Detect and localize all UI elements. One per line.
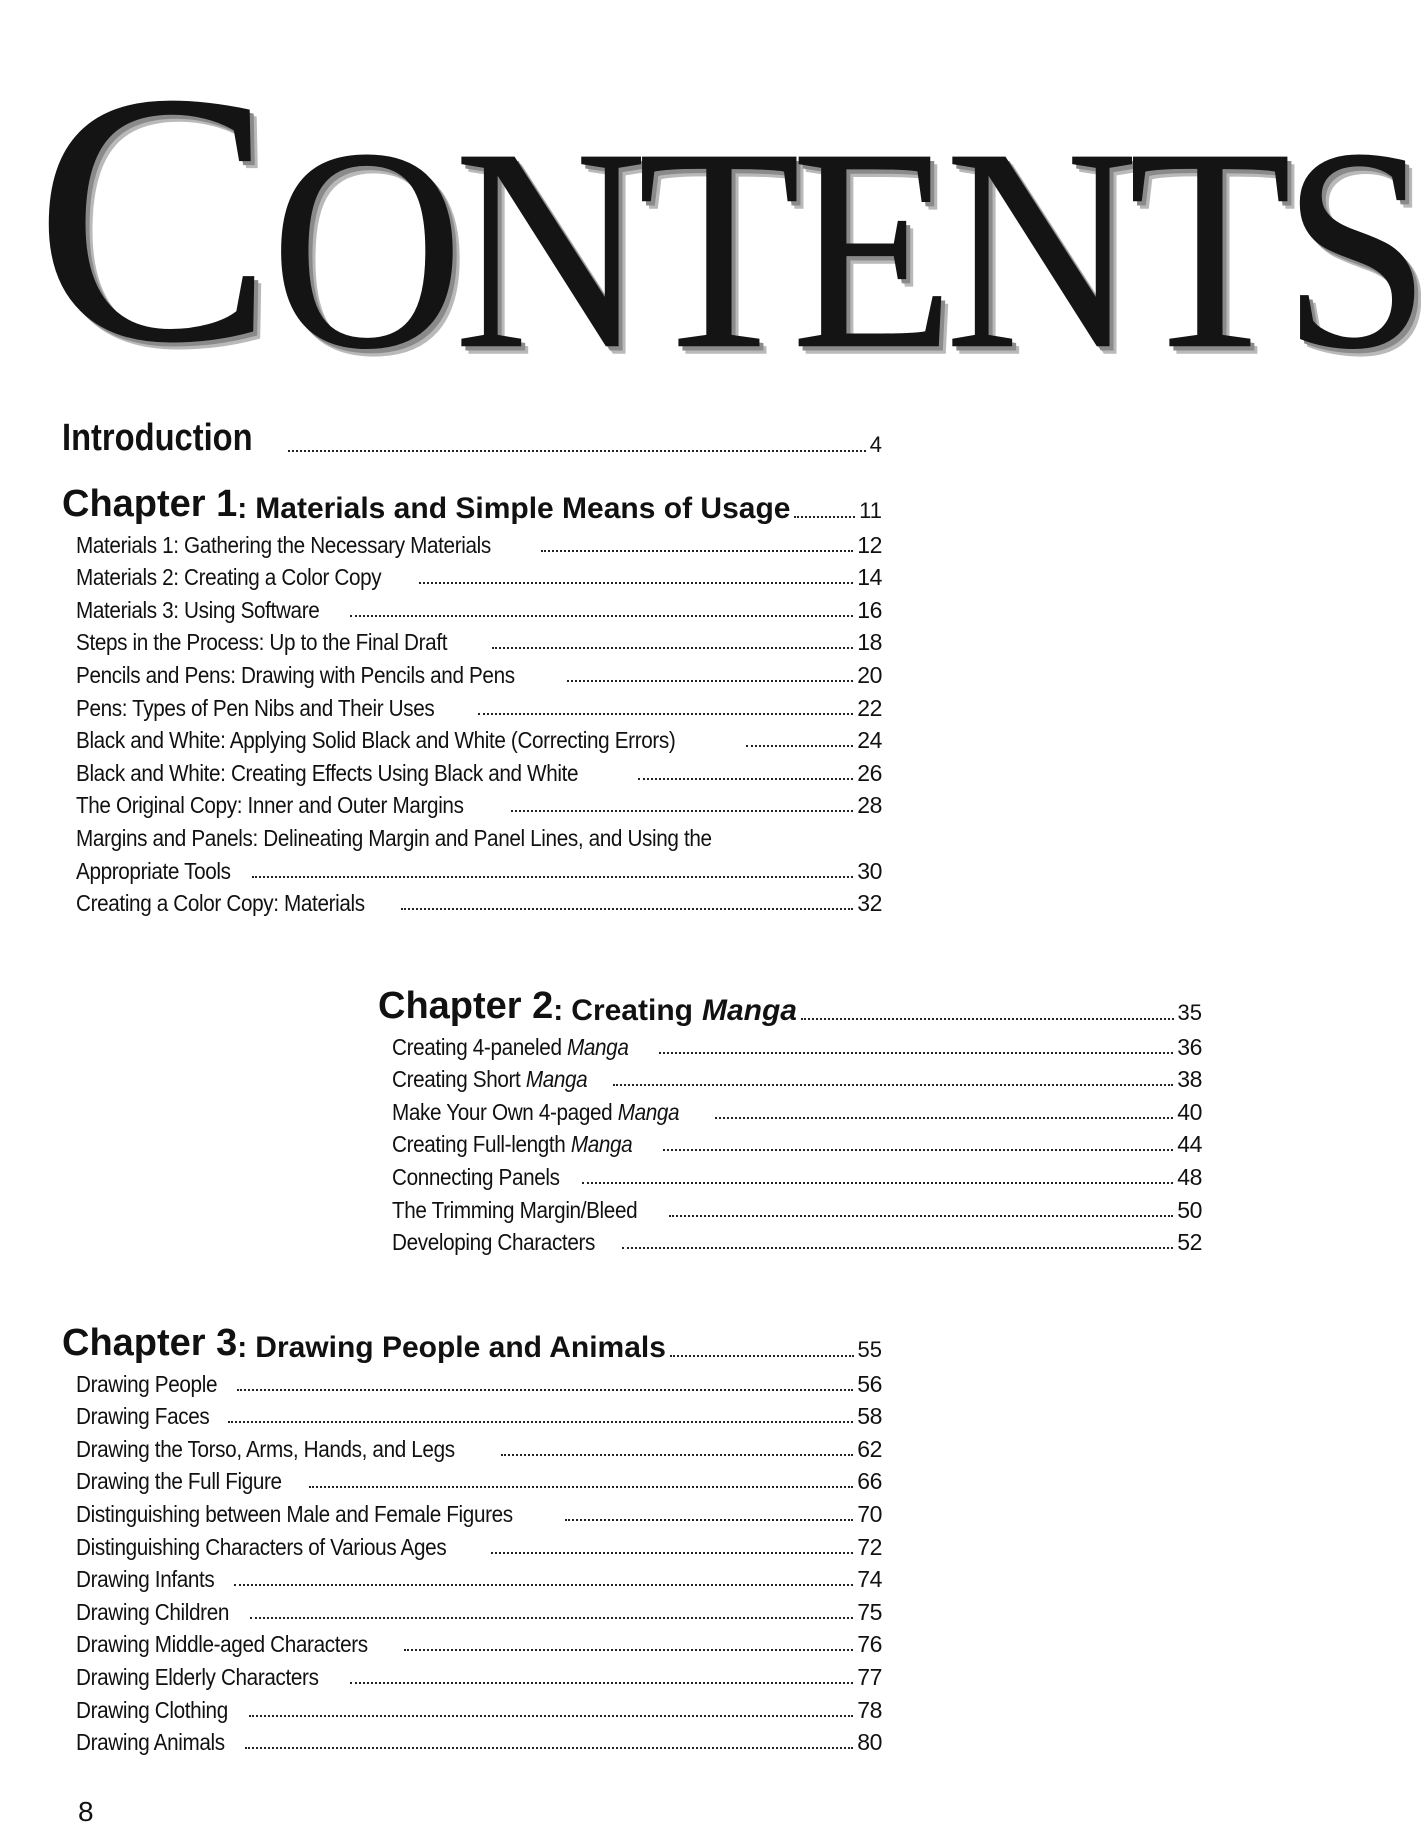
entry-text: Drawing Middle-aged Characters [76, 1631, 368, 1658]
chapter-colon: : [553, 994, 564, 1027]
entry-text: Drawing the Full Figure [76, 1468, 282, 1495]
dot-leader [501, 1453, 853, 1456]
dot-leader [582, 1181, 1173, 1184]
entry-text: Creating Short [392, 1066, 521, 1093]
toc-entry[interactable] [76, 559, 882, 592]
page-ref: 36 [1177, 1033, 1202, 1060]
toc-entry[interactable] [76, 1658, 882, 1691]
page-ref: 30 [857, 857, 882, 884]
entry-text: The Trimming Margin/Bleed [392, 1196, 638, 1223]
entry-title [76, 858, 231, 885]
toc-entry[interactable] [76, 1528, 882, 1561]
toc-entry[interactable] [76, 819, 882, 852]
entry-text: Drawing Faces [76, 1403, 210, 1430]
toc-entry[interactable] [76, 1365, 882, 1398]
entry-text: Black and White: Applying Solid Black and White (Correcting Errors) [76, 727, 676, 754]
page-ref: 56 [857, 1370, 882, 1397]
toc-entry[interactable] [76, 526, 882, 559]
entry-text: Creating 4-paneled [392, 1033, 562, 1060]
page-ref: 11 [859, 498, 882, 523]
entry-text: Distinguishing Characters of Various Ages [76, 1533, 447, 1560]
entry-title [76, 1501, 513, 1528]
entry-text: Pens: Types of Pen Nibs and Their Uses [76, 694, 435, 721]
dot-leader [252, 875, 853, 878]
toc-entry[interactable] [76, 1724, 882, 1757]
chapter-title: Drawing People and Animals [255, 1331, 666, 1364]
entry-title [392, 1066, 587, 1093]
page-ref: 62 [857, 1435, 882, 1462]
dot-leader [801, 1017, 1174, 1020]
introduction-label: Introduction [62, 417, 253, 459]
toc-entry[interactable] [392, 1093, 1202, 1126]
entry-title [76, 1697, 228, 1724]
page-ref: 55 [857, 1337, 882, 1362]
entry-title [76, 890, 365, 917]
page-ref: 74 [857, 1566, 882, 1593]
introduction-section [62, 410, 882, 460]
entry-title [76, 695, 434, 722]
dot-leader [249, 1714, 853, 1717]
toc-entry[interactable] [76, 689, 882, 722]
dot-leader [419, 581, 853, 584]
toc-entry[interactable] [392, 1061, 1202, 1094]
entry-title [76, 1729, 225, 1756]
entry-title [76, 629, 447, 656]
toc-entry[interactable] [392, 1224, 1202, 1257]
dot-leader [541, 549, 853, 552]
entry-text: Connecting Panels [392, 1163, 560, 1190]
toc-entry[interactable] [392, 1126, 1202, 1159]
toc-entry[interactable] [392, 1191, 1202, 1224]
entry-text: Black and White: Creating Effects Using Black and White [76, 759, 579, 786]
entry-title [392, 1229, 595, 1256]
entry-text: Distinguishing between Male and Female Figures [76, 1500, 513, 1527]
entry-text: Creating a Color Copy: Materials [76, 890, 365, 917]
entry-title [76, 1371, 217, 1398]
entry-title [392, 1034, 628, 1061]
toc-entry[interactable] [76, 787, 882, 820]
page-ref: 58 [857, 1403, 882, 1430]
page-ref: 80 [857, 1729, 882, 1756]
entry-text: Creating Full-length [392, 1131, 566, 1158]
toc-entry[interactable] [76, 624, 882, 657]
entry-text: Drawing Clothing [76, 1696, 228, 1723]
toc-entry[interactable] [76, 1593, 882, 1626]
page-ref: 48 [1177, 1163, 1202, 1190]
entry-title [392, 1131, 632, 1158]
entry-title [76, 1534, 446, 1561]
page-ref: 18 [857, 629, 882, 656]
page-ref: 26 [857, 759, 882, 786]
page-ref: 35 [1177, 1000, 1202, 1025]
toc-entry[interactable] [76, 591, 882, 624]
chapter-title: Materials and Simple Means of Usage [255, 492, 791, 525]
toc-entry[interactable] [392, 1028, 1202, 1061]
dot-leader [250, 1616, 853, 1619]
dot-leader [511, 809, 854, 812]
dot-leader [715, 1116, 1173, 1119]
toc-entry[interactable] [76, 656, 882, 689]
page-ref: 50 [1177, 1196, 1202, 1223]
dot-leader [492, 646, 853, 649]
page-ref: 78 [857, 1696, 882, 1723]
entry-title [392, 1164, 560, 1191]
page-ref: 12 [857, 531, 882, 558]
toc-entry[interactable] [76, 852, 882, 885]
entry-text: Appropriate Tools [76, 857, 231, 884]
entry-text-italic: Manga [566, 1033, 629, 1060]
entry-text-italic: Manga [617, 1098, 680, 1125]
entry-text: Materials 2: Creating a Color Copy [76, 564, 382, 591]
page-ref: 28 [857, 792, 882, 819]
entry-title [76, 532, 491, 559]
entry-title [76, 597, 319, 624]
chapter-title-italic: Manga [701, 994, 797, 1027]
chapter-colon: : [237, 492, 248, 525]
toc-entry[interactable] [76, 1626, 882, 1659]
page-ref: 16 [857, 596, 882, 623]
dot-leader [567, 679, 853, 682]
chapter-title: Creating [571, 994, 693, 1027]
dot-leader [565, 1518, 853, 1521]
dot-leader [288, 449, 866, 452]
entry-title [76, 1403, 209, 1430]
page-ref: 70 [857, 1500, 882, 1527]
introduction-entry[interactable] [62, 410, 882, 460]
chapter1-entries [62, 526, 882, 917]
entry-text: The Original Copy: Inner and Outer Margins [76, 792, 464, 819]
dot-leader [622, 1246, 1174, 1249]
entry-text: Drawing Animals [76, 1729, 225, 1756]
dot-leader [245, 1746, 853, 1749]
entry-text: Drawing People [76, 1370, 218, 1397]
chapter1-heading[interactable] [62, 476, 882, 526]
dot-leader [669, 1214, 1174, 1217]
page-ref: 76 [857, 1631, 882, 1658]
chapter2-heading[interactable] [378, 978, 1202, 1028]
toc-entry[interactable] [76, 1691, 882, 1724]
toc-entry[interactable] [76, 722, 882, 755]
entry-text: Drawing Elderly Characters [76, 1663, 319, 1690]
entry-text-italic: Manga [525, 1066, 588, 1093]
entry-title [76, 1631, 368, 1658]
entry-text: Steps in the Process: Up to the Final Draft [76, 629, 448, 656]
toc-entry[interactable] [76, 885, 882, 918]
page-ref: 32 [857, 890, 882, 917]
entry-text: Pencils and Pens: Drawing with Pencils and Pens [76, 661, 515, 688]
toc-entry[interactable] [76, 1463, 882, 1496]
chapter1-section [62, 476, 882, 917]
dot-leader [237, 1388, 853, 1391]
page-ref: 14 [857, 564, 882, 591]
page-ref: 66 [857, 1468, 882, 1495]
entry-title [76, 1664, 319, 1691]
entry-title [76, 1566, 214, 1593]
entry-title [392, 1099, 679, 1126]
title-initial: C [34, 18, 271, 417]
toc-entry[interactable] [76, 1430, 882, 1463]
dot-leader [613, 1083, 1173, 1086]
page-ref: 75 [857, 1598, 882, 1625]
dot-leader [670, 1354, 854, 1357]
chapter2-section [378, 978, 1202, 1256]
page-ref: 24 [857, 727, 882, 754]
dot-leader [401, 907, 853, 910]
dot-leader [404, 1648, 853, 1651]
page-title [34, 18, 1421, 417]
entry-title [76, 727, 675, 754]
entry-text: Drawing Children [76, 1598, 230, 1625]
entry-title [76, 792, 464, 819]
entry-text: Drawing the Torso, Arms, Hands, and Legs [76, 1435, 455, 1462]
chapter3-heading[interactable] [62, 1315, 882, 1365]
page-ref: 44 [1177, 1131, 1202, 1158]
dot-leader [638, 777, 853, 780]
entry-title [76, 662, 515, 689]
dot-leader [659, 1051, 1173, 1054]
toc-entry[interactable] [76, 1398, 882, 1431]
dot-leader [478, 712, 853, 715]
dot-leader [309, 1485, 854, 1488]
entry-title [76, 1468, 282, 1495]
page-ref: 40 [1177, 1098, 1202, 1125]
dot-leader [228, 1420, 853, 1423]
chapter-colon: : [237, 1331, 248, 1364]
page-ref: 77 [857, 1663, 882, 1690]
chapter3-section [62, 1315, 882, 1756]
entry-text: Materials 3: Using Software [76, 596, 320, 623]
dot-leader [350, 1681, 854, 1684]
toc-entry[interactable] [76, 1561, 882, 1594]
toc-entry[interactable] [76, 754, 882, 787]
entry-text: Make Your Own 4-paged [392, 1098, 613, 1125]
entry-title [76, 760, 578, 787]
page-ref: 22 [857, 694, 882, 721]
dot-leader [746, 744, 853, 747]
dot-leader [663, 1148, 1173, 1151]
entry-title [392, 1197, 637, 1224]
entry-text: Margins and Panels: Delineating Margin and Panel Lines, and Using the [76, 824, 712, 851]
page-ref: 72 [857, 1533, 882, 1560]
chapter3-entries [62, 1365, 882, 1756]
dot-leader [491, 1551, 853, 1554]
entry-text: Materials 1: Gathering the Necessary Materials [76, 531, 491, 558]
chapter-prefix: Chapter 2 [378, 985, 554, 1027]
entry-text: Drawing Infants [76, 1566, 215, 1593]
entry-title [76, 1599, 229, 1626]
dot-leader [350, 614, 853, 617]
page-ref: 38 [1177, 1066, 1202, 1093]
dot-leader [234, 1583, 853, 1586]
toc-entry[interactable] [392, 1158, 1202, 1191]
page-ref: 52 [1177, 1229, 1202, 1256]
entry-title [76, 1436, 455, 1463]
chapter-prefix: Chapter 1 [62, 483, 238, 525]
toc-entry[interactable] [76, 1495, 882, 1528]
title-rest: ONTENTS [270, 88, 1421, 409]
entry-text-italic: Manga [570, 1131, 633, 1158]
page-number: 8 [78, 1796, 94, 1827]
chapter2-entries [378, 1028, 1202, 1256]
entry-text: Developing Characters [392, 1229, 596, 1256]
page-ref: 20 [857, 661, 882, 688]
dot-leader [794, 515, 855, 518]
entry-title [76, 564, 381, 591]
entry-title [76, 825, 712, 852]
page-ref: 4 [869, 432, 882, 457]
chapter-prefix: Chapter 3 [62, 1322, 238, 1364]
